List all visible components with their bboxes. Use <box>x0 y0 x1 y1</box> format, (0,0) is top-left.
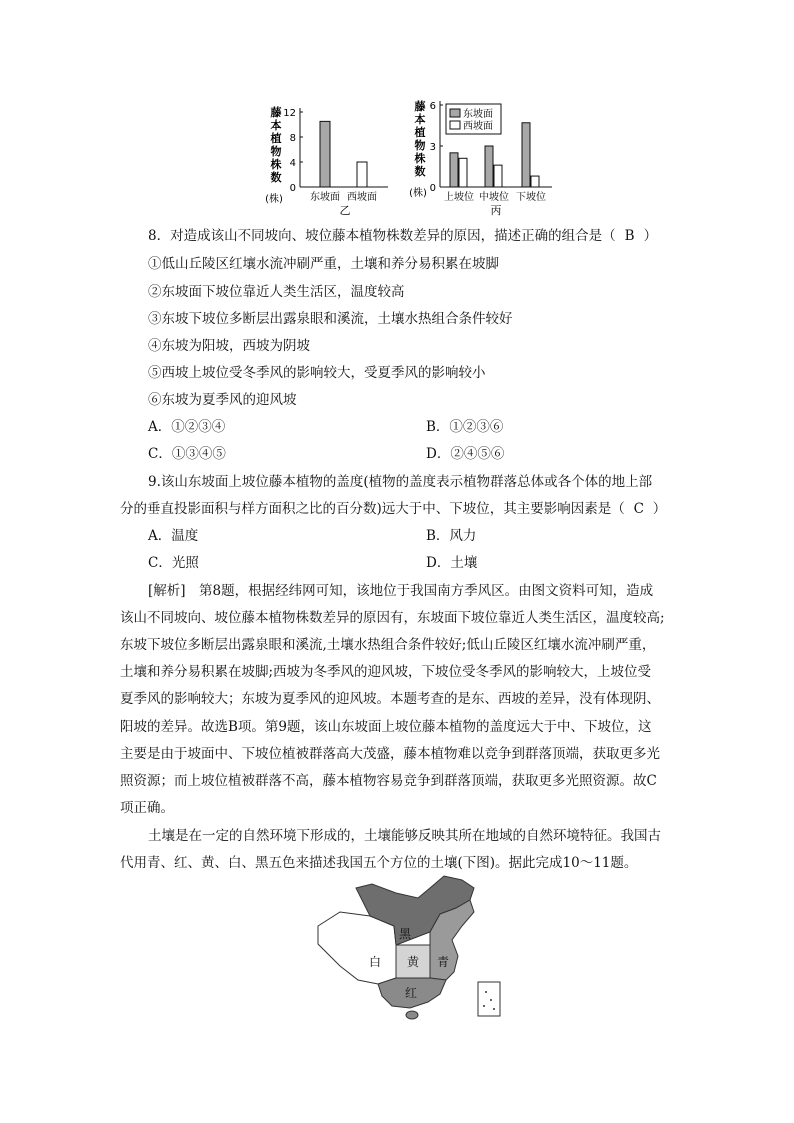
y-axis-label-char: 株 <box>414 152 426 165</box>
y-axis-label-char: 藤 <box>414 100 426 113</box>
q9-line-2-close: ） <box>652 501 667 517</box>
analysis-line-4: 土壤和养分易积累在坡脚;西坡为冬季风的迎风坡，下坡位受冬季风的影响较大，上坡位受 <box>120 664 652 680</box>
q8-stem-text: 8．对造成该山不同坡向、坡位藤本植物株数差异的原因，描述正确的组合是（ <box>148 228 616 244</box>
q8-item-3: ③东坡下坡位多断层出露泉眼和溪流，土壤水热组合条件较好 <box>148 311 513 327</box>
y-axis-label-char: 藤 <box>270 106 282 119</box>
q8-option-a: A．①②③④ <box>148 419 226 435</box>
intro-line-1: 土壤是在一定的自然环境下形成的，土壤能够反映其所在地域的自然环境特征。我国古 <box>148 828 661 844</box>
q8-item-2: ②东坡面下坡位靠近人类生活区，温度较高 <box>148 284 405 300</box>
q8-option-b: B．①②③⑥ <box>426 419 504 435</box>
map-label-north: 黑 <box>399 927 412 941</box>
y-axis-label-char: 物 <box>270 145 282 158</box>
analysis-line-3: 东坡下坡位多断层出露泉眼和溪流,土壤水热组合条件较好;低山丘陵区红壤水流冲刷严重， <box>120 637 656 653</box>
analysis-line-5: 夏季风的影响较大；东坡为夏季风的迎风坡。本题考查的是东、西坡的差异，没有体现阴、 <box>120 691 660 707</box>
y-axis-label-unit: (株) <box>409 188 427 199</box>
y-axis-label-unit: (株) <box>265 194 283 205</box>
y-axis-label-char: 数 <box>270 171 282 184</box>
y-axis-label-char: 植 <box>414 126 426 139</box>
q8-item-1: ①低山丘陵区红壤水流冲刷严重，土壤和养分易积累在坡脚 <box>148 256 499 272</box>
q9-option-d: D．土壤 <box>426 555 478 571</box>
legend-label: 东坡面 <box>463 109 493 120</box>
map-label-west: 白 <box>369 955 382 969</box>
q8-item-5: ⑤西坡上坡位受冬季风的影响较大，受夏季风的影响较小 <box>148 365 486 381</box>
y-tick-label: 0 <box>289 183 296 194</box>
map-inset-dot <box>493 1008 495 1010</box>
q8-item-6: ⑥东坡为夏季风的迎风坡 <box>148 392 297 408</box>
map-inset-dot <box>490 999 492 1001</box>
analysis-line-2: 该山不同坡向、坡位藤本植物株数差异的原因有，东坡面下坡位靠近人类生活区，温度较高; <box>120 610 665 626</box>
q9-line-2-text: 分的垂直投影面积与样方面积之比的百分数)远大于中、下坡位，其主要影响因素是（ <box>120 501 625 517</box>
y-tick-label: 4 <box>289 158 296 169</box>
q8-stem-close: ） <box>643 228 658 244</box>
map-inset-dot <box>483 1005 485 1007</box>
y-axis-label-char: 植 <box>270 132 282 145</box>
q9-option-b: B．风力 <box>426 528 477 544</box>
map-label-center: 黄 <box>407 955 420 969</box>
y-axis-label-char: 株 <box>270 158 282 171</box>
analysis-line-9: 项正确。 <box>120 800 174 816</box>
map-inset-frame <box>478 982 500 1016</box>
y-tick-label: 6 <box>429 101 436 112</box>
q9-line-1: 9.该山东坡面上坡位藤本植物的盖度(植物的盖度表示植物群落总体或各个体的地上部 <box>148 474 653 490</box>
map-label-south: 红 <box>405 986 418 1000</box>
x-tick-label: 下坡位 <box>516 192 546 203</box>
x-tick-label: 上坡位 <box>444 192 474 203</box>
q9-answer: C <box>633 501 644 517</box>
q9-option-c: C．光照 <box>148 555 199 571</box>
legend-label: 西坡面 <box>463 121 493 132</box>
y-axis-label-char: 物 <box>414 139 426 152</box>
y-axis-label-char: 本 <box>414 113 426 126</box>
x-tick-label: 东坡面 <box>310 192 340 203</box>
analysis-line-1: [解析] 第8题，根据经纬网可知，该地位于我国南方季风区。由图文资料可知，造成 <box>148 583 654 599</box>
q8-option-d: D．②④⑤⑥ <box>426 446 505 462</box>
y-tick-label: 0 <box>429 183 436 194</box>
y-tick-label: 3 <box>429 142 436 153</box>
q9-option-a: A．温度 <box>148 528 199 544</box>
analysis-line-6: 阳坡的差异。故选B项。第9题，该山东坡面上坡位藤本植物的盖度远大于中、下坡位，这 <box>120 719 652 735</box>
q8-option-c: C．①③④⑤ <box>148 446 226 462</box>
y-axis-label-char: 本 <box>270 119 282 132</box>
chart-caption: 丙 <box>490 204 502 217</box>
x-tick-label: 中坡位 <box>479 192 509 203</box>
map-island-hainan <box>406 1011 418 1019</box>
map-inset-dot <box>485 991 487 993</box>
y-tick-label: 8 <box>289 133 296 144</box>
analysis-line-7: 主要是由于坡面中、下坡位植被群落高大茂盛，藤本植物难以竞争到群落顶端，获取更多光 <box>120 746 660 762</box>
chart-caption: 乙 <box>339 204 351 217</box>
x-tick-label: 西坡面 <box>347 192 377 203</box>
intro-line-2: 代用青、红、黄、白、黑五色来描述我国五个方位的土壤(下图)。据此完成10～11题。 <box>120 855 638 871</box>
map-region-west <box>318 912 396 984</box>
map-label-east: 青 <box>437 955 450 969</box>
y-axis-label-char: 数 <box>414 165 426 178</box>
y-tick-label: 12 <box>283 108 296 119</box>
analysis-line-8: 照资源；而上坡位植被群落不高，藤本植物容易竞争到群落顶端，获取更多光照资源。故C <box>120 773 657 789</box>
q8-answer: B <box>624 228 635 244</box>
q8-item-4: ④东坡为阳坡，西坡为阴坡 <box>148 338 310 354</box>
